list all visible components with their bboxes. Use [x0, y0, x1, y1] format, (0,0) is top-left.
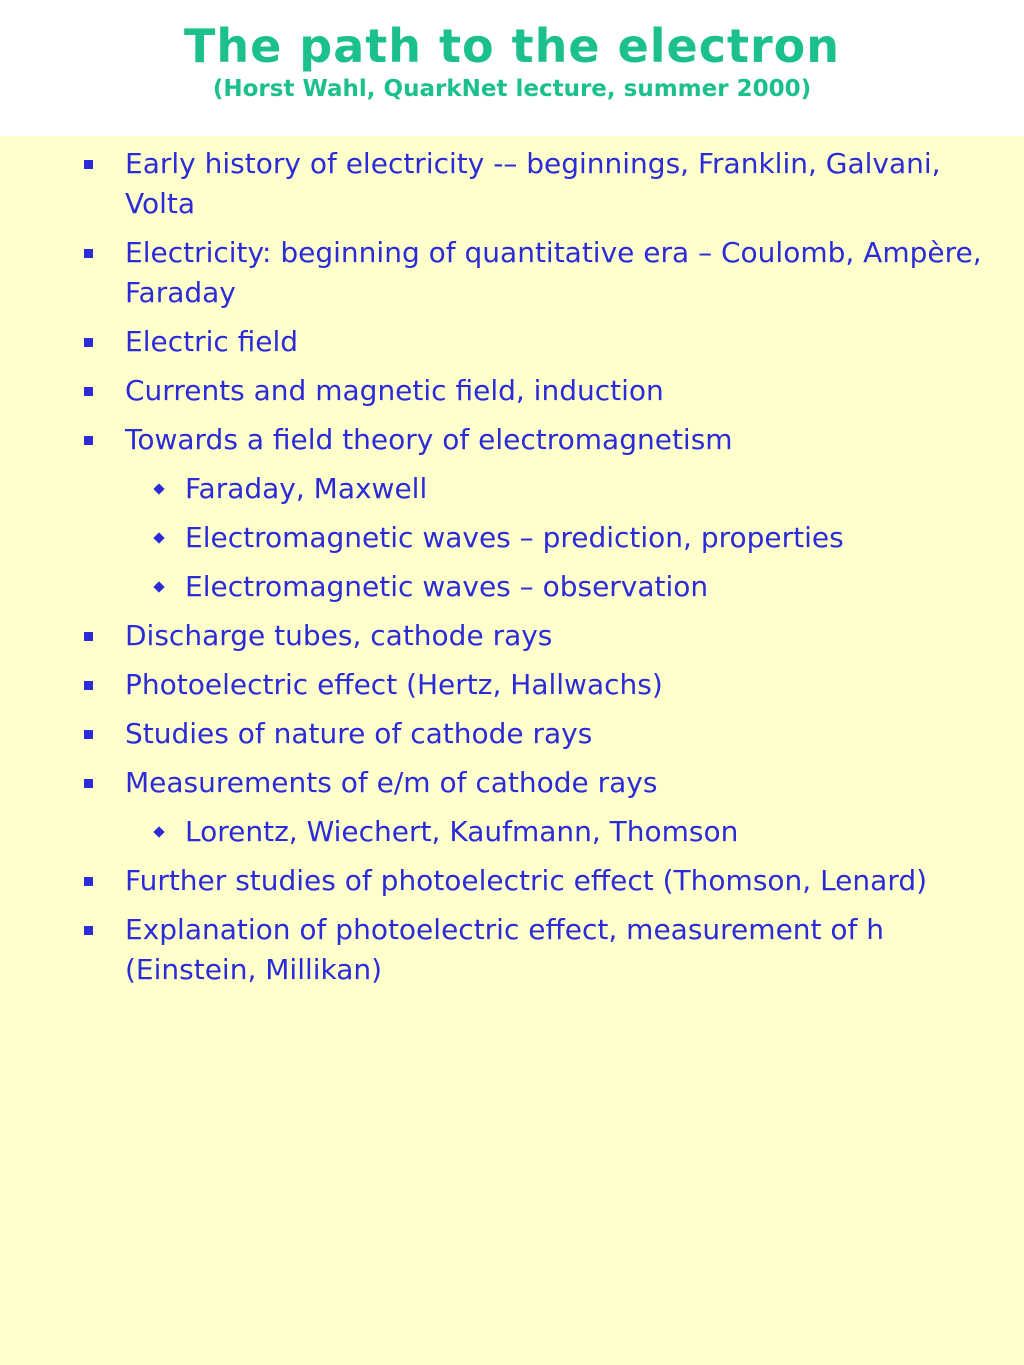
bullet-item	[0, 144, 1024, 224]
bullet-text: Discharge tubes, cathode rays	[125, 619, 553, 652]
bullet-text: Photoelectric effect (Hertz, Hallwachs)	[125, 668, 663, 701]
square-bullet-icon	[84, 877, 93, 886]
bullet-list	[0, 144, 1024, 999]
bullet-item	[0, 420, 1024, 460]
bullet-item	[0, 665, 1024, 705]
bullet-item	[0, 763, 1024, 803]
bullet-text: Electromagnetic waves – prediction, properties	[185, 521, 844, 554]
bullet-text: Electromagnetic waves – observation	[185, 570, 709, 603]
square-bullet-icon	[84, 730, 93, 739]
square-bullet-icon	[84, 632, 93, 641]
sub-bullet-item	[0, 469, 1024, 509]
bullet-text: Measurements of e/m of cathode rays	[125, 766, 658, 799]
bullet-item	[0, 322, 1024, 362]
slide-subtitle: (Horst Wahl, QuarkNet lecture, summer 2000)	[212, 76, 812, 102]
bullet-item	[0, 616, 1024, 656]
bullet-item	[0, 910, 1024, 990]
bullet-item	[0, 233, 1024, 313]
bullet-text: Towards a field theory of electromagnetism	[125, 423, 733, 456]
bullet-text: Electricity: beginning of quantitative era – Coulomb, Ampère, Faraday	[125, 236, 982, 309]
square-bullet-icon	[84, 926, 93, 935]
square-bullet-icon	[84, 387, 93, 396]
square-bullet-icon	[84, 436, 93, 445]
square-bullet-icon	[84, 249, 93, 258]
square-bullet-icon	[84, 160, 93, 169]
bullet-text: Studies of nature of cathode rays	[125, 717, 593, 750]
diamond-bullet-icon	[153, 532, 164, 543]
sub-bullet-item	[0, 567, 1024, 607]
square-bullet-icon	[84, 779, 93, 788]
diamond-bullet-icon	[153, 826, 164, 837]
slide-body	[0, 136, 1024, 1365]
bullet-text: Faraday, Maxwell	[185, 472, 428, 505]
square-bullet-icon	[84, 681, 93, 690]
slide-title: The path to the electron	[183, 19, 841, 73]
bullet-text: Further studies of photoelectric effect (Thomson, Lenard)	[125, 864, 928, 897]
bullet-text: Explanation of photoelectric effect, measurement of h (Einstein, Millikan)	[125, 913, 885, 986]
sub-bullet-item	[0, 518, 1024, 558]
bullet-text: Currents and magnetic field, induction	[125, 374, 664, 407]
bullet-text: Early history of electricity -– beginnings, Franklin, Galvani, Volta	[125, 147, 941, 220]
bullet-item	[0, 371, 1024, 411]
diamond-bullet-icon	[153, 483, 164, 494]
slide-header	[0, 0, 1024, 136]
sub-bullet-item	[0, 812, 1024, 852]
bullet-item	[0, 861, 1024, 901]
bullet-text: Lorentz, Wiechert, Kaufmann, Thomson	[185, 815, 739, 848]
bullet-text: Electric field	[125, 325, 299, 358]
bullet-item	[0, 714, 1024, 754]
diamond-bullet-icon	[153, 581, 164, 592]
square-bullet-icon	[84, 338, 93, 347]
